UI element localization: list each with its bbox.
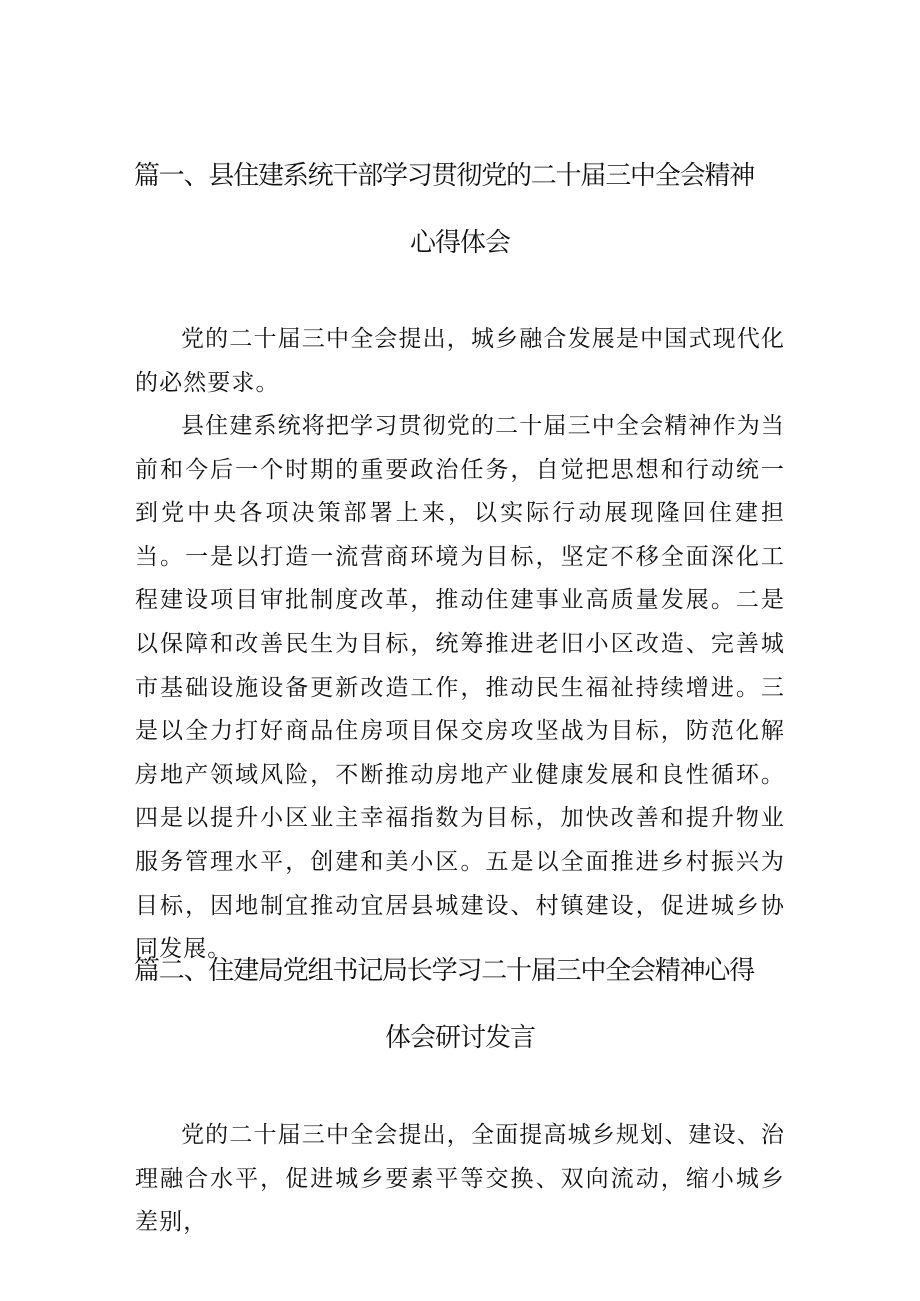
section-2-title-line1: 篇二、住建局党组书记局长学习二十届三中全会精神心得 [134,956,755,986]
section-2-paragraph-1: 党的二十届三中全会提出，全面提高城乡规划、建设、治理融合水平，促进城乡要素平等交换、双向流动，缩小城乡差别， [135,1122,785,1236]
section-2-title-line2: 体会研讨发言 [384,1023,535,1053]
section-1-paragraph-2: 县住建系统将把学习贯彻党的二十届三中全会精神作为当前和今后一个时期的重要政治任务，自觉把思想和行动统一到党中央各项决策部署上来，以实际行动展现隆回住建担当。一是以打造一流营商环境为目标，坚定不移全面深化工程建设项目审批制度改革，推动住建事业高质量发展。二是以保障和改善民生为目标，统筹推进老旧小区改造、完善城市基础设施设备更新改造工作，推动民生福祉持续增进。三是以全力打好商品住房项目保交房攻坚战为目标，防范化解房地产领域风险，不断推动房地产业健康发展和良性循环。四是以提升小区业主幸福指数为目标，加快改善和提升物业服务管理水平，创建和美小区。五是以全面推进乡村振兴为目标，因地制宜推动宜居县城建设、村镇建设，促进城乡协同发展。 [135,413,785,963]
section-1-title-line2: 心得体会 [409,228,510,258]
section-1-title-line1: 篇一、县住建系统干部学习贯彻党的二十届三中全会精神 [134,161,755,191]
section-1-paragraph-1: 党的二十届三中全会提出，城乡融合发展是中国式现代化的必然要求。 [135,326,785,396]
